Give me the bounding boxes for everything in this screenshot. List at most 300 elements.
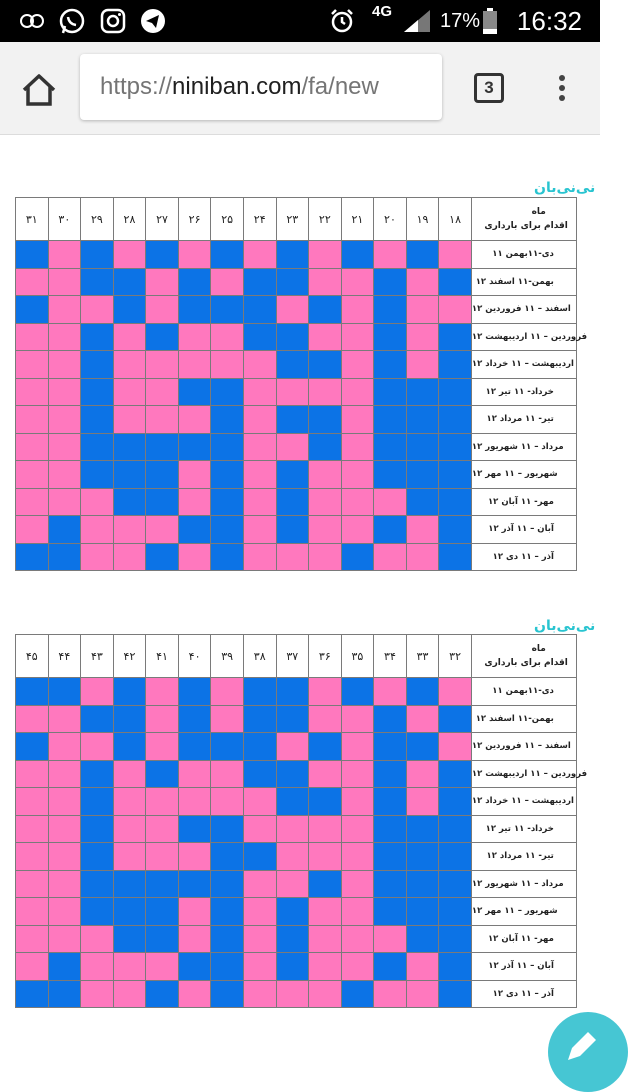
boy-cell <box>439 705 472 733</box>
girl-cell <box>439 678 472 706</box>
girl-cell <box>211 678 244 706</box>
boy-cell <box>113 678 146 706</box>
boy-cell <box>439 898 472 926</box>
boy-cell <box>113 488 146 516</box>
boy-cell <box>439 760 472 788</box>
telegram-icon <box>139 7 167 35</box>
table-row <box>16 815 577 843</box>
girl-cell <box>276 733 309 761</box>
boy-cell <box>178 433 211 461</box>
boy-cell <box>406 241 439 269</box>
boy-cell <box>146 760 179 788</box>
boy-cell <box>374 378 407 406</box>
girl-cell <box>309 953 342 981</box>
boy-cell <box>211 433 244 461</box>
boy-cell <box>406 678 439 706</box>
table-row <box>16 268 577 296</box>
boy-cell <box>309 788 342 816</box>
girl-cell <box>113 815 146 843</box>
boy-cell <box>243 760 276 788</box>
boy-cell <box>406 406 439 434</box>
boy-cell <box>211 406 244 434</box>
age-header: ۲۲ <box>309 198 342 241</box>
boy-cell <box>48 516 81 544</box>
girl-cell <box>309 843 342 871</box>
girl-cell <box>243 433 276 461</box>
floating-action-button[interactable] <box>548 1012 628 1092</box>
overflow-menu-icon[interactable] <box>552 72 572 108</box>
table-row <box>16 241 577 269</box>
girl-cell <box>243 461 276 489</box>
girl-cell <box>309 925 342 953</box>
url-scheme: https:// <box>100 73 173 100</box>
boy-cell <box>276 925 309 953</box>
boy-cell <box>146 241 179 269</box>
boy-cell <box>16 980 49 1008</box>
signal-icon <box>402 7 432 35</box>
girl-cell <box>211 705 244 733</box>
girl-cell <box>146 351 179 379</box>
network-type: 4G <box>372 3 393 20</box>
boy-cell <box>374 406 407 434</box>
age-header: ۴۵ <box>16 635 49 678</box>
boy-cell <box>113 268 146 296</box>
url-bar[interactable] <box>80 54 442 120</box>
month-range-label: ۱۲ بهمن-۱۱ اسفند <box>471 268 576 296</box>
girl-cell <box>341 843 374 871</box>
girl-cell <box>16 516 49 544</box>
girl-cell <box>341 898 374 926</box>
month-range-label: ۱۲ تیر- ۱۱ مرداد <box>471 406 576 434</box>
boy-cell <box>374 760 407 788</box>
boy-cell <box>146 488 179 516</box>
girl-cell <box>81 488 114 516</box>
girl-cell <box>309 543 342 571</box>
boy-cell <box>374 870 407 898</box>
boy-cell <box>374 788 407 816</box>
girl-cell <box>243 378 276 406</box>
battery-percent: 17% <box>440 10 481 32</box>
girl-cell <box>243 898 276 926</box>
boy-cell <box>406 870 439 898</box>
table-row <box>16 296 577 324</box>
girl-cell <box>16 925 49 953</box>
boy-cell <box>146 543 179 571</box>
age-header: ۳۹ <box>211 635 244 678</box>
month-range-label: ۱۲ اردیبهشت – ۱۱ خرداد <box>471 788 576 816</box>
niniban-logo-top: نی‌نی‌بان <box>534 180 596 196</box>
boy-cell <box>309 733 342 761</box>
girl-cell <box>341 296 374 324</box>
boy-cell <box>16 296 49 324</box>
girl-cell <box>113 323 146 351</box>
age-header: ۲۳ <box>276 198 309 241</box>
boy-cell <box>178 516 211 544</box>
girl-cell <box>276 433 309 461</box>
girl-cell <box>113 760 146 788</box>
month-range-label: ۱۲ اسفند – ۱۱ فروردین <box>471 733 576 761</box>
boy-cell <box>276 953 309 981</box>
month-range-label: ۱۱ دی-۱۱بهمن <box>471 241 576 269</box>
home-icon[interactable] <box>18 70 60 110</box>
boy-cell <box>276 788 309 816</box>
boy-cell <box>146 870 179 898</box>
girl-cell <box>211 788 244 816</box>
month-range-label: ۱۲ مهر- ۱۱ آبان <box>471 488 576 516</box>
boy-cell <box>374 705 407 733</box>
girl-cell <box>48 351 81 379</box>
girl-cell <box>309 760 342 788</box>
url-path: /fa/new <box>301 73 379 100</box>
boy-cell <box>113 461 146 489</box>
boy-cell <box>48 980 81 1008</box>
boy-cell <box>439 351 472 379</box>
boy-cell <box>48 953 81 981</box>
girl-cell <box>178 351 211 379</box>
girl-cell <box>146 296 179 324</box>
table-row <box>16 323 577 351</box>
girl-cell <box>243 980 276 1008</box>
girl-cell <box>113 516 146 544</box>
boy-cell <box>211 980 244 1008</box>
girl-cell <box>276 980 309 1008</box>
girl-cell <box>341 516 374 544</box>
month-range-label: ۱۲ آذر – ۱۱ دی <box>471 980 576 1008</box>
girl-cell <box>48 378 81 406</box>
table-row <box>16 351 577 379</box>
boy-cell <box>439 843 472 871</box>
boy-cell <box>341 241 374 269</box>
girl-cell <box>309 241 342 269</box>
boy-cell <box>81 378 114 406</box>
girl-cell <box>341 351 374 379</box>
page-content <box>0 135 600 1067</box>
girl-cell <box>243 953 276 981</box>
boy-cell <box>113 296 146 324</box>
girl-cell <box>341 406 374 434</box>
boy-cell <box>16 241 49 269</box>
boy-cell <box>178 953 211 981</box>
girl-cell <box>16 488 49 516</box>
girl-cell <box>48 461 81 489</box>
boy-cell <box>439 925 472 953</box>
month-range-label: ۱۲ آذر – ۱۱ دی <box>471 543 576 571</box>
whatsapp-icon <box>58 7 86 35</box>
girl-cell <box>16 788 49 816</box>
action-label: اقدام برای بارداری <box>484 658 568 668</box>
girl-cell <box>81 953 114 981</box>
girl-cell <box>146 678 179 706</box>
boy-cell <box>276 268 309 296</box>
girl-cell <box>341 815 374 843</box>
age-header: ۴۲ <box>113 635 146 678</box>
boy-cell <box>146 323 179 351</box>
girl-cell <box>374 543 407 571</box>
boy-cell <box>81 323 114 351</box>
girl-cell <box>406 296 439 324</box>
age-header: ۴۴ <box>48 635 81 678</box>
corner-header <box>471 635 576 678</box>
table-row <box>16 461 577 489</box>
boy-cell <box>439 378 472 406</box>
month-range-label: ۱۲ مرداد – ۱۱ شهریور <box>471 433 576 461</box>
boy-cell <box>146 898 179 926</box>
girl-cell <box>341 488 374 516</box>
girl-cell <box>309 461 342 489</box>
girl-cell <box>113 843 146 871</box>
month-range-label: ۱۲ مرداد – ۱۱ شهریور <box>471 870 576 898</box>
boy-cell <box>276 678 309 706</box>
girl-cell <box>113 543 146 571</box>
girl-cell <box>178 241 211 269</box>
boy-cell <box>439 323 472 351</box>
boy-cell <box>113 870 146 898</box>
girl-cell <box>16 378 49 406</box>
girl-cell <box>309 678 342 706</box>
girl-cell <box>81 516 114 544</box>
girl-cell <box>81 543 114 571</box>
header-row <box>16 635 577 678</box>
boy-cell <box>113 898 146 926</box>
girl-cell <box>48 323 81 351</box>
age-header: ۳۵ <box>341 635 374 678</box>
boy-cell <box>439 461 472 489</box>
girl-cell <box>243 543 276 571</box>
boy-cell <box>406 898 439 926</box>
boy-cell <box>81 843 114 871</box>
girl-cell <box>16 760 49 788</box>
boy-cell <box>178 705 211 733</box>
age-header: ۱۸ <box>439 198 472 241</box>
boy-cell <box>374 815 407 843</box>
girl-cell <box>406 516 439 544</box>
boy-cell <box>406 815 439 843</box>
girl-cell <box>48 241 81 269</box>
age-header: ۳۲ <box>439 635 472 678</box>
girl-cell <box>178 760 211 788</box>
boy-cell <box>81 268 114 296</box>
girl-cell <box>48 788 81 816</box>
girl-cell <box>48 433 81 461</box>
boy-cell <box>243 843 276 871</box>
boy-cell <box>406 461 439 489</box>
girl-cell <box>48 925 81 953</box>
boy-cell <box>211 516 244 544</box>
girl-cell <box>16 843 49 871</box>
boy-cell <box>439 980 472 1008</box>
boy-cell <box>439 488 472 516</box>
boy-cell <box>406 733 439 761</box>
table-row <box>16 760 577 788</box>
girl-cell <box>146 406 179 434</box>
age-header: ۳۳ <box>406 635 439 678</box>
boy-cell <box>439 543 472 571</box>
girl-cell <box>178 461 211 489</box>
status-bar <box>0 0 600 42</box>
boy-cell <box>211 815 244 843</box>
boy-cell <box>276 898 309 926</box>
boy-cell <box>178 296 211 324</box>
boy-cell <box>309 433 342 461</box>
boy-cell <box>178 815 211 843</box>
girl-cell <box>178 980 211 1008</box>
boy-cell <box>81 406 114 434</box>
age-header: ۲۱ <box>341 198 374 241</box>
boy-cell <box>276 461 309 489</box>
boy-cell <box>406 843 439 871</box>
boy-cell <box>81 461 114 489</box>
girl-cell <box>113 241 146 269</box>
age-header: ۲۵ <box>211 198 244 241</box>
infinity-icon <box>18 7 46 35</box>
boy-cell <box>211 241 244 269</box>
boy-cell <box>81 815 114 843</box>
boy-cell <box>81 241 114 269</box>
boy-cell <box>113 733 146 761</box>
girl-cell <box>341 733 374 761</box>
girl-cell <box>16 406 49 434</box>
boy-cell <box>113 925 146 953</box>
url-domain: niniban.com <box>172 73 302 100</box>
boy-cell <box>211 378 244 406</box>
boy-cell <box>81 351 114 379</box>
girl-cell <box>374 241 407 269</box>
girl-cell <box>309 898 342 926</box>
boy-cell <box>374 268 407 296</box>
girl-cell <box>48 843 81 871</box>
boy-cell <box>309 870 342 898</box>
girl-cell <box>48 406 81 434</box>
girl-cell <box>16 461 49 489</box>
boy-cell <box>341 980 374 1008</box>
age-header: ۴۱ <box>146 635 179 678</box>
boy-cell <box>211 543 244 571</box>
girl-cell <box>48 733 81 761</box>
boy-cell <box>439 870 472 898</box>
girl-cell <box>178 488 211 516</box>
girl-cell <box>16 898 49 926</box>
girl-cell <box>146 705 179 733</box>
girl-cell <box>16 433 49 461</box>
boy-cell <box>276 241 309 269</box>
girl-cell <box>243 516 276 544</box>
table-row <box>16 705 577 733</box>
boy-cell <box>439 516 472 544</box>
boy-cell <box>178 268 211 296</box>
boy-cell <box>406 925 439 953</box>
age-header: ۳۱ <box>16 198 49 241</box>
table-row <box>16 378 577 406</box>
boy-cell <box>243 678 276 706</box>
header-row <box>16 198 577 241</box>
age-header: ۲۸ <box>113 198 146 241</box>
girl-cell <box>113 980 146 1008</box>
girl-cell <box>439 296 472 324</box>
boy-cell <box>439 815 472 843</box>
boy-cell <box>276 351 309 379</box>
girl-cell <box>16 323 49 351</box>
girl-cell <box>113 953 146 981</box>
girl-cell <box>211 268 244 296</box>
girl-cell <box>406 980 439 1008</box>
gender-chart-table-ages-32-45 <box>15 634 588 1008</box>
alarm-icon <box>328 7 356 35</box>
girl-cell <box>341 461 374 489</box>
girl-cell <box>406 788 439 816</box>
girl-cell <box>439 241 472 269</box>
boy-cell <box>243 296 276 324</box>
month-range-label: ۱۲ فروردین – ۱۱ اردیبهشت <box>471 323 576 351</box>
boy-cell <box>341 678 374 706</box>
boy-cell <box>211 898 244 926</box>
girl-cell <box>374 488 407 516</box>
instagram-icon <box>99 7 127 35</box>
boy-cell <box>374 516 407 544</box>
table-row <box>16 488 577 516</box>
girl-cell <box>81 296 114 324</box>
girl-cell <box>146 378 179 406</box>
boy-cell <box>243 268 276 296</box>
girl-cell <box>406 543 439 571</box>
girl-cell <box>146 953 179 981</box>
boy-cell <box>309 351 342 379</box>
girl-cell <box>146 516 179 544</box>
boy-cell <box>374 433 407 461</box>
boy-cell <box>146 433 179 461</box>
table-row <box>16 433 577 461</box>
boy-cell <box>178 378 211 406</box>
boy-cell <box>309 406 342 434</box>
age-header: ۲۰ <box>374 198 407 241</box>
girl-cell <box>309 268 342 296</box>
girl-cell <box>146 733 179 761</box>
girl-cell <box>211 760 244 788</box>
girl-cell <box>243 351 276 379</box>
girl-cell <box>211 351 244 379</box>
month-label: ماه <box>531 207 546 217</box>
table-row <box>16 788 577 816</box>
girl-cell <box>48 815 81 843</box>
boy-cell <box>211 925 244 953</box>
girl-cell <box>48 870 81 898</box>
age-header: ۲۶ <box>178 198 211 241</box>
boy-cell <box>146 980 179 1008</box>
boy-cell <box>211 870 244 898</box>
month-range-label: ۱۲ شهریور – ۱۱ مهر <box>471 898 576 926</box>
girl-cell <box>341 925 374 953</box>
girl-cell <box>341 378 374 406</box>
girl-cell <box>113 788 146 816</box>
age-header: ۱۹ <box>406 198 439 241</box>
girl-cell <box>48 898 81 926</box>
table-row <box>16 516 577 544</box>
girl-cell <box>341 705 374 733</box>
month-range-label: ۱۲ شهریور – ۱۱ مهر <box>471 461 576 489</box>
girl-cell <box>309 323 342 351</box>
boy-cell <box>113 433 146 461</box>
girl-cell <box>178 925 211 953</box>
girl-cell <box>406 760 439 788</box>
boy-cell <box>374 843 407 871</box>
girl-cell <box>341 433 374 461</box>
girl-cell <box>374 980 407 1008</box>
boy-cell <box>211 296 244 324</box>
girl-cell <box>341 760 374 788</box>
girl-cell <box>309 815 342 843</box>
boy-cell <box>16 543 49 571</box>
boy-cell <box>16 733 49 761</box>
tab-switcher-button[interactable]: 3 <box>474 73 504 103</box>
